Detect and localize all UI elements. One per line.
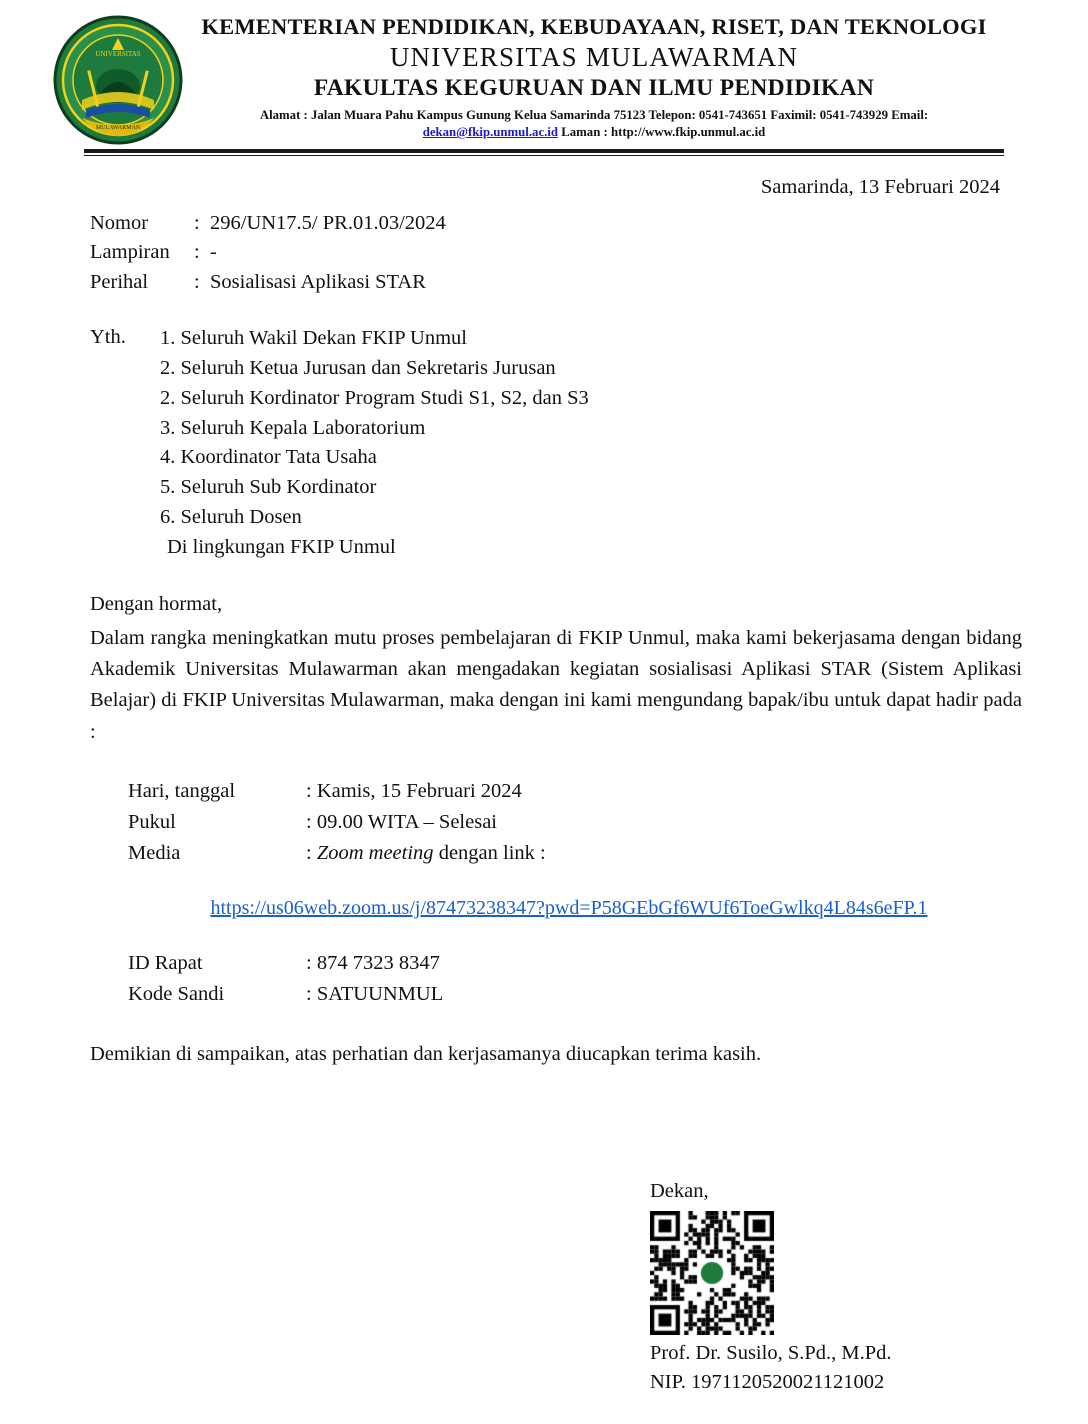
detail-row	[128, 807, 1028, 838]
detail-row	[128, 776, 1028, 807]
detail-text: dengan link :	[433, 842, 546, 865]
list-item: 3. Seluruh Kepala Laboratorium	[160, 416, 426, 439]
letterhead-text	[164, 14, 1024, 142]
university-seal-logo	[52, 14, 184, 146]
signature-title: Dekan,	[650, 1179, 709, 1202]
detail-media-emphasis: Zoom meeting	[316, 842, 434, 865]
salutation: Dengan hormat,	[90, 593, 223, 616]
detail-text: Kamis, 15 Februari 2024	[316, 779, 522, 802]
meta-row	[90, 238, 1028, 268]
meta-label: Perihal	[90, 271, 149, 294]
detail-separator: :	[306, 952, 312, 975]
detail-text: 874 7323 8347	[316, 952, 440, 975]
meta-separator: :	[194, 211, 200, 234]
faculty-name: FAKULTAS KEGURUAN DAN ILMU PENDIDIKAN	[313, 75, 875, 101]
list-item: 6. Seluruh Dosen	[160, 506, 302, 529]
svg-text:UNIVERSITAS: UNIVERSITAS	[95, 50, 141, 58]
website-text: Laman : http://www.fkip.unmul.ac.id	[558, 125, 766, 140]
event-details	[90, 776, 1028, 869]
detail-value	[306, 948, 1028, 979]
letter-meta	[90, 209, 1028, 298]
place-and-date: Samarinda, 13 Februari 2024	[760, 175, 1000, 198]
detail-separator: :	[306, 810, 312, 833]
closing-paragraph: Demikian di sampaikan, atas perhatian dan kerjasamanya diucapkan terima kasih.	[90, 1042, 762, 1065]
signatory-name: Prof. Dr. Susilo, S.Pd., M.Pd.	[650, 1341, 892, 1364]
detail-row	[128, 838, 1028, 869]
meta-value: Sosialisasi Aplikasi STAR	[210, 271, 426, 294]
university-name: UNIVERSITAS MULAWARMAN	[389, 42, 799, 72]
list-item: 1. Seluruh Wakil Dekan FKIP Unmul	[160, 326, 467, 349]
zoom-link-wrapper	[90, 895, 1028, 922]
detail-label: ID Rapat	[128, 952, 203, 975]
detail-value	[306, 979, 1028, 1010]
detail-label: Media	[128, 842, 181, 865]
meta-label: Lampiran	[90, 241, 170, 264]
recipients-title: Yth.	[90, 325, 126, 348]
body-paragraph: Dalam rangka meningkatkan mutu proses pembelajaran di FKIP Unmul, maka kami bekerjasama dengan bidang Akademik Universitas Mulawarman akan mengadakan kegiatan sosialisasi Aplikasi STAR (Sistem Aplikasi Belajar) di FKIP Universitas Mulawarman, maka dengan ini kami mengundang bapak/ibu untuk dapat hadir pada :	[90, 627, 1022, 743]
meta-row	[90, 209, 1028, 239]
email-link[interactable]: dekan@fkip.unmul.ac.id	[422, 125, 559, 140]
detail-separator: :	[306, 779, 312, 802]
detail-value	[306, 838, 1028, 869]
list-item: 2. Seluruh Ketua Jurusan dan Sekretaris Jurusan	[160, 356, 556, 379]
detail-text: SATUUNMUL	[316, 983, 444, 1006]
qr-code	[650, 1211, 774, 1335]
address-block	[164, 107, 1024, 142]
meta-value: 296/UN17.5/ PR.01.03/2024	[210, 211, 446, 234]
meta-separator: :	[194, 241, 200, 264]
recipients-block	[90, 324, 1028, 563]
recipients-list	[160, 324, 1028, 563]
detail-separator: :	[306, 842, 312, 865]
detail-value	[306, 807, 1028, 838]
detail-row	[128, 979, 1028, 1010]
detail-row	[128, 948, 1028, 979]
meta-separator: :	[194, 271, 200, 294]
letterhead-divider	[84, 149, 1004, 156]
address-line: Alamat : Jalan Muara Pahu Kampus Gunung Kelua Samarinda 75123 Telepon: 0541-743651 Faximil: 0541-743929 Email:	[259, 108, 929, 122]
list-item: 2. Seluruh Kordinator Program Studi S1, S2, dan S3	[160, 386, 589, 409]
svg-text:MULAWARMAN: MULAWARMAN	[95, 125, 141, 131]
detail-label: Hari, tanggal	[128, 779, 236, 802]
ministry-name: KEMENTERIAN PENDIDIKAN, KEBUDAYAAN, RISET, DAN TEKNOLOGI	[201, 14, 987, 39]
signature-block	[90, 1178, 1028, 1398]
meta-value: -	[210, 241, 217, 264]
letterhead	[0, 0, 1088, 160]
detail-separator: :	[306, 983, 312, 1006]
meta-row	[90, 268, 1028, 298]
detail-value	[306, 776, 1028, 807]
meeting-details	[90, 948, 1028, 1010]
detail-label: Kode Sandi	[128, 983, 225, 1006]
letter-body	[0, 174, 1088, 1399]
zoom-meeting-link[interactable]: https://us06web.zoom.us/j/87473238347?pwd=P58GEbGf6WUf6ToeGwlkq4L84s6eFP.1	[210, 897, 928, 920]
list-item: 5. Seluruh Sub Kordinator	[160, 476, 377, 499]
detail-text: 09.00 WITA – Selesai	[316, 810, 498, 833]
signatory-nip: NIP. 1971120520021121002	[650, 1371, 885, 1394]
detail-label: Pukul	[128, 810, 176, 833]
list-item: 4. Koordinator Tata Usaha	[160, 446, 377, 469]
meta-label: Nomor	[90, 211, 149, 234]
recipients-closing: Di lingkungan FKIP Unmul	[167, 536, 396, 559]
